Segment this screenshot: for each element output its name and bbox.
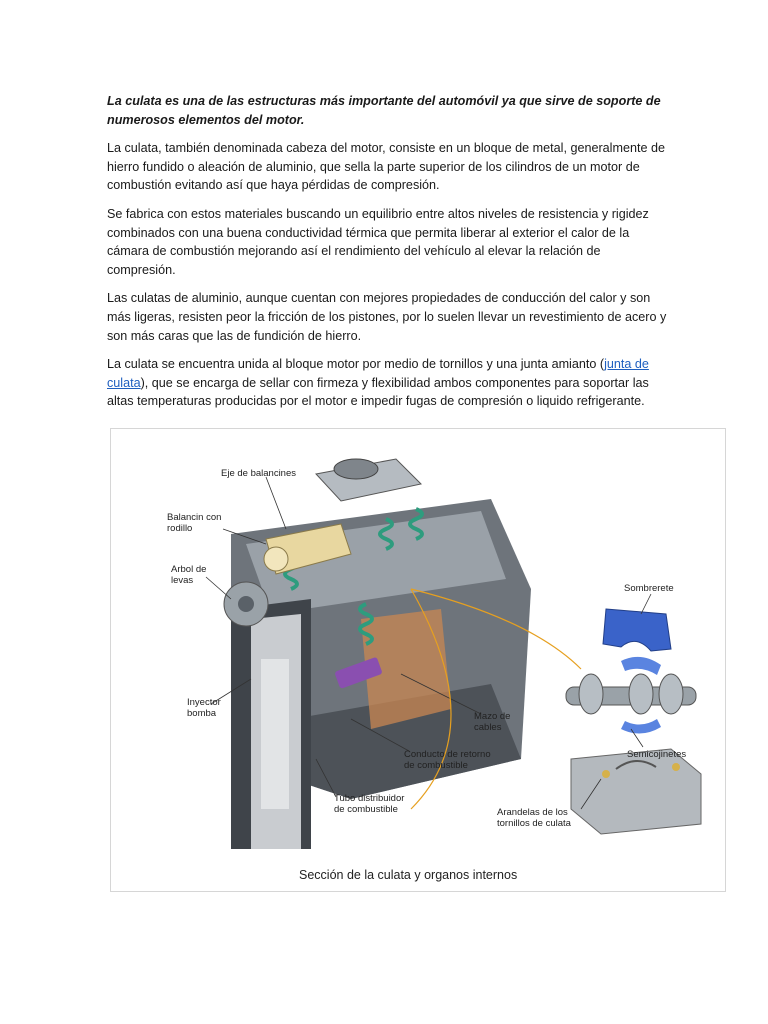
label-conducto-2: de combustible	[404, 760, 468, 771]
cylinder-head-cutaway	[231, 459, 531, 849]
paragraph-3: Las culatas de aluminio, aunque cuentan con mejores propiedades de conducción del calor y son más ligeras, resisten peor la fricción de los pistones, por lo suelen llevar un revestimiento de acero y son más caras que las de fundición de hierro.	[107, 291, 667, 343]
label-balancin-1: Balancin con	[167, 512, 222, 523]
label-balancin-2: rodillo	[167, 523, 193, 534]
engine-illustration	[111, 429, 725, 891]
label-arandelas-2: tornillos de culata	[497, 818, 571, 829]
paragraph-4-start: La culata se encuentra unida al bloque motor por medio de tornillos y una junta amianto (	[107, 357, 605, 372]
label-inyector-2: bomba	[187, 708, 217, 719]
label-arbol-2: levas	[171, 575, 194, 586]
label-mazo-1: Mazo de	[474, 711, 511, 722]
label-conducto-1: Conducto de retorno	[404, 749, 491, 760]
paragraph-2: Se fabrica con estos materiales buscando un equilibrio entre altos niveles de resistencia y rigidez combinados con una buena conductividad térmica que permita liberar al exterior el calor de la cámara de combustión mejorando así el rendimiento del vehículo al elevar la relación de compresión.	[107, 206, 649, 277]
figure-caption: Sección de la culata y organos internos	[299, 868, 518, 882]
camshaft	[566, 674, 696, 714]
label-arandelas-1: Arandelas de los	[497, 807, 568, 818]
label-inyector-1: Inyector	[187, 697, 221, 708]
junta-de-culata-link[interactable]: junta de culata	[107, 357, 649, 390]
label-tubo-2: de combustible	[334, 804, 398, 815]
bearing-cap	[603, 609, 671, 651]
label-tubo-1: Tubo distribuidor	[334, 793, 405, 804]
label-sombrerete: Sombrerete	[624, 583, 674, 594]
label-semicojinetes: Semicojinetes	[627, 749, 687, 760]
paragraph-4-end: ), que se encarga de sellar con firmeza y flexibilidad ambos componentes para soportar las altas temperaturas producidas por el motor e impedir fugas de compresión o liquido refrigerante.	[107, 375, 649, 409]
label-arbol-1: Arbol de	[171, 564, 207, 575]
label-eje-de-balancines: Eje de balancines	[221, 468, 296, 479]
head-bearing-block	[571, 749, 701, 834]
intro-paragraph: La culata es una de las estructuras más importante del automóvil ya que sirve de soporte de numerosos elementos del motor.	[107, 94, 661, 127]
label-mazo-2: cables	[474, 722, 502, 733]
rocker-roller	[264, 547, 288, 571]
engine-figure	[110, 428, 726, 892]
paragraph-4	[107, 355, 667, 411]
paragraph-1: La culata, también denominada cabeza del motor, consiste en un bloque de metal, generalmente de hierro fundido o aleación de aluminio, que sella la parte superior de los cilindros de un motor de combustión evitando así que haya pérdidas de compresión.	[107, 141, 665, 193]
document-body	[107, 92, 667, 421]
camshaft-hub	[238, 596, 254, 612]
